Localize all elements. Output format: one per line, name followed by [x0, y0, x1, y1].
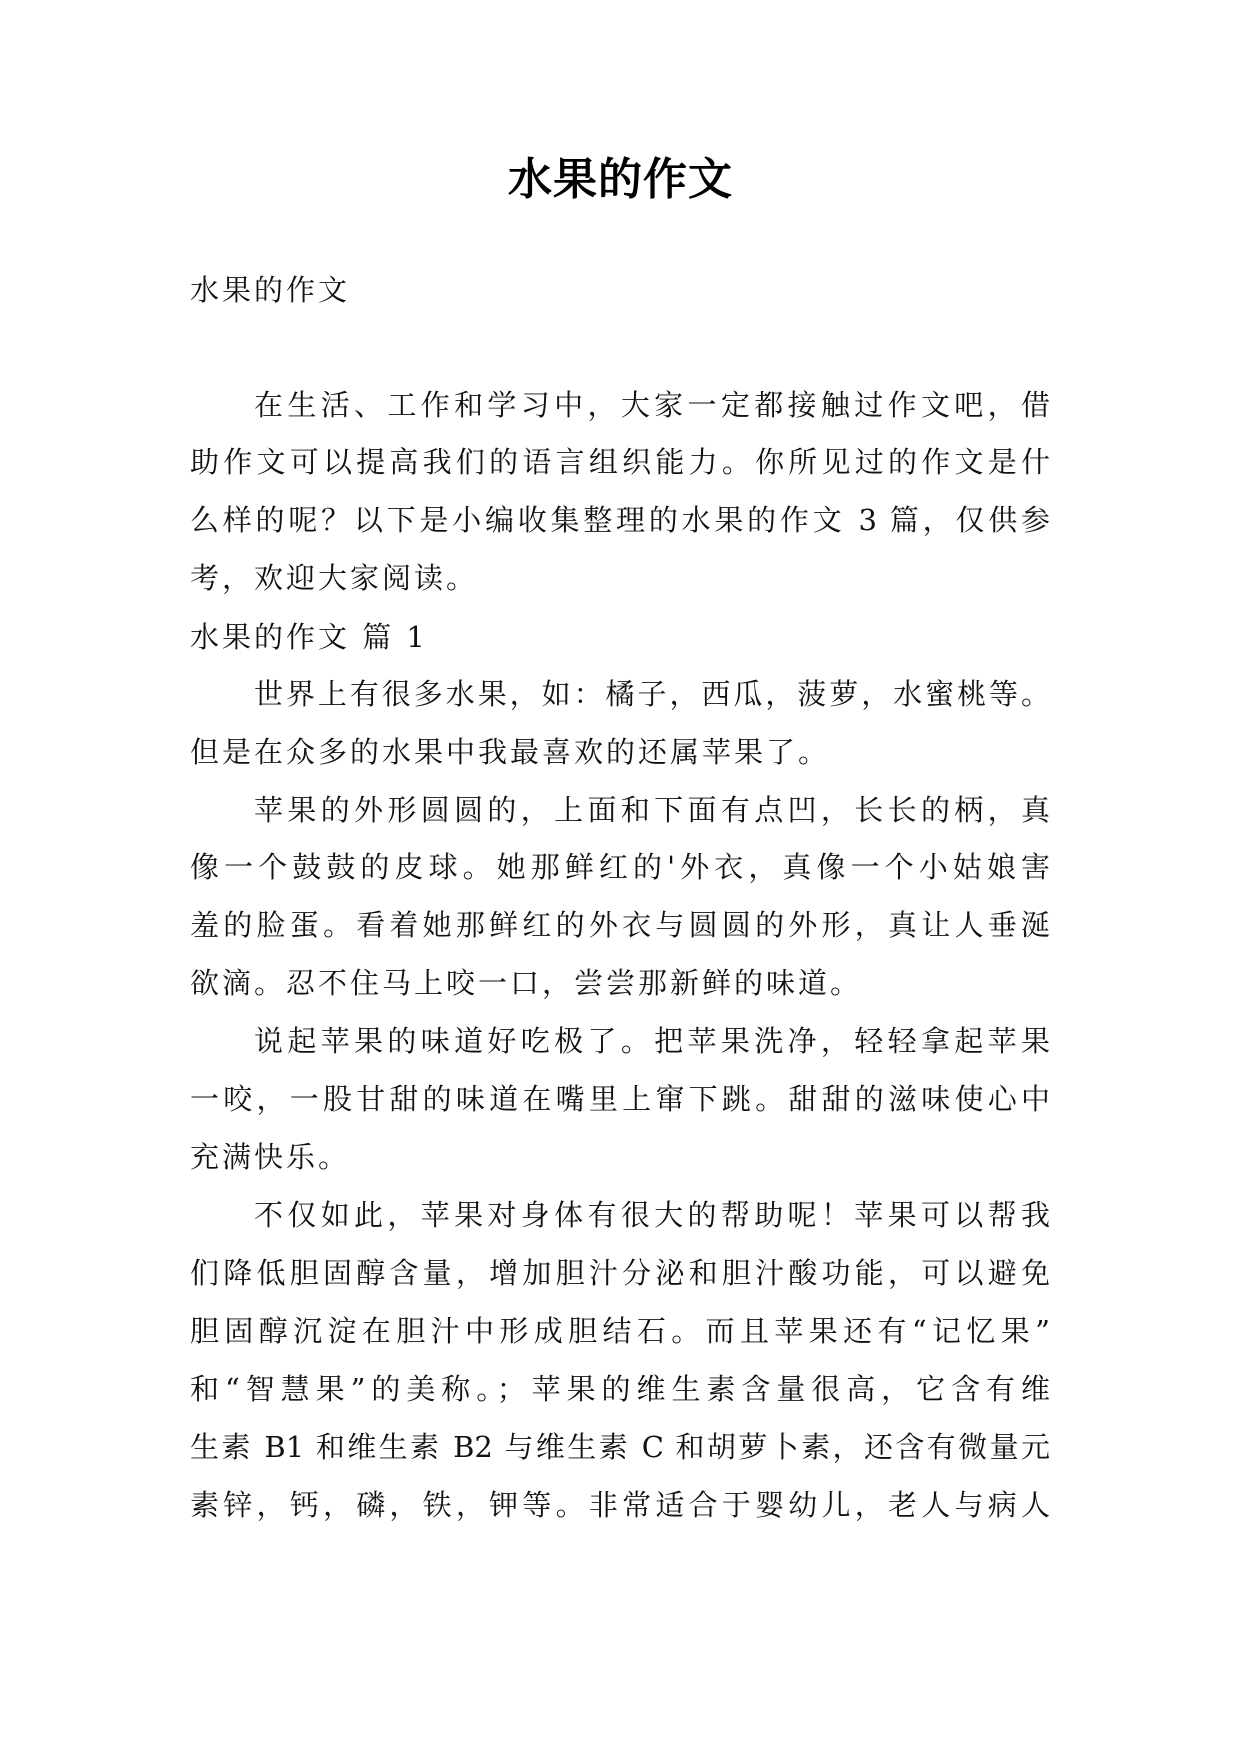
text-line: 生素 B1 和维生素 B2 与维生素 C 和胡萝卜素，还含有微量元	[190, 1430, 1050, 1464]
text-line: 考，欢迎大家阅读。	[190, 561, 479, 595]
text-line: 羞的脸蛋。看着她那鲜红的外衣与圆圆的外形，真让人垂涎	[190, 908, 1050, 942]
text-line: 欲滴。忍不住马上咬一口，尝尝那新鲜的味道。	[190, 966, 863, 1000]
text-line: 助作文可以提高我们的语言组织能力。你所见过的作文是什	[190, 445, 1050, 479]
subtitle-line: 水果的作文	[190, 273, 351, 307]
text-line: 在生活、工作和学习中，大家一定都接触过作文吧，借	[254, 388, 1050, 422]
text-line: 水果的作文 篇 1	[190, 620, 428, 654]
text-line: 们降低胆固醇含量，增加胆汁分泌和胆汁酸功能，可以避免	[190, 1256, 1050, 1290]
text-line: 不仅如此，苹果对身体有很大的帮助呢！苹果可以帮我	[254, 1198, 1050, 1232]
page-title: 水果的作文	[508, 154, 733, 205]
text-line: 素锌，钙，磷，铁，钾等。非常适合于婴幼儿，老人与病人	[190, 1488, 1050, 1522]
text-line: 说起苹果的味道好吃极了。把苹果洗净，轻轻拿起苹果	[254, 1024, 1050, 1058]
text-line: 胆固醇沉淀在胆汁中形成胆结石。而且苹果还有“记忆果”	[190, 1314, 1050, 1348]
text-line: 世界上有很多水果，如：橘子，西瓜，菠萝，水蜜桃等。	[254, 677, 1050, 711]
text-line: 充满快乐。	[190, 1140, 351, 1174]
text-line: 苹果的外形圆圆的，上面和下面有点凹，长长的柄，真	[254, 793, 1050, 827]
text-line: 一咬，一股甘甜的味道在嘴里上窜下跳。甜甜的滋味使心中	[190, 1082, 1050, 1116]
text-line: 和“智慧果”的美称。；苹果的维生素含量很高，它含有维	[190, 1372, 1050, 1406]
text-line: 么样的呢？以下是小编收集整理的水果的作文 3 篇，仅供参	[190, 503, 1050, 537]
text-line: 但是在众多的水果中我最喜欢的还属苹果了。	[190, 735, 831, 769]
text-line: 像一个鼓鼓的皮球。她那鲜红的'外衣，真像一个小姑娘害	[190, 850, 1050, 884]
